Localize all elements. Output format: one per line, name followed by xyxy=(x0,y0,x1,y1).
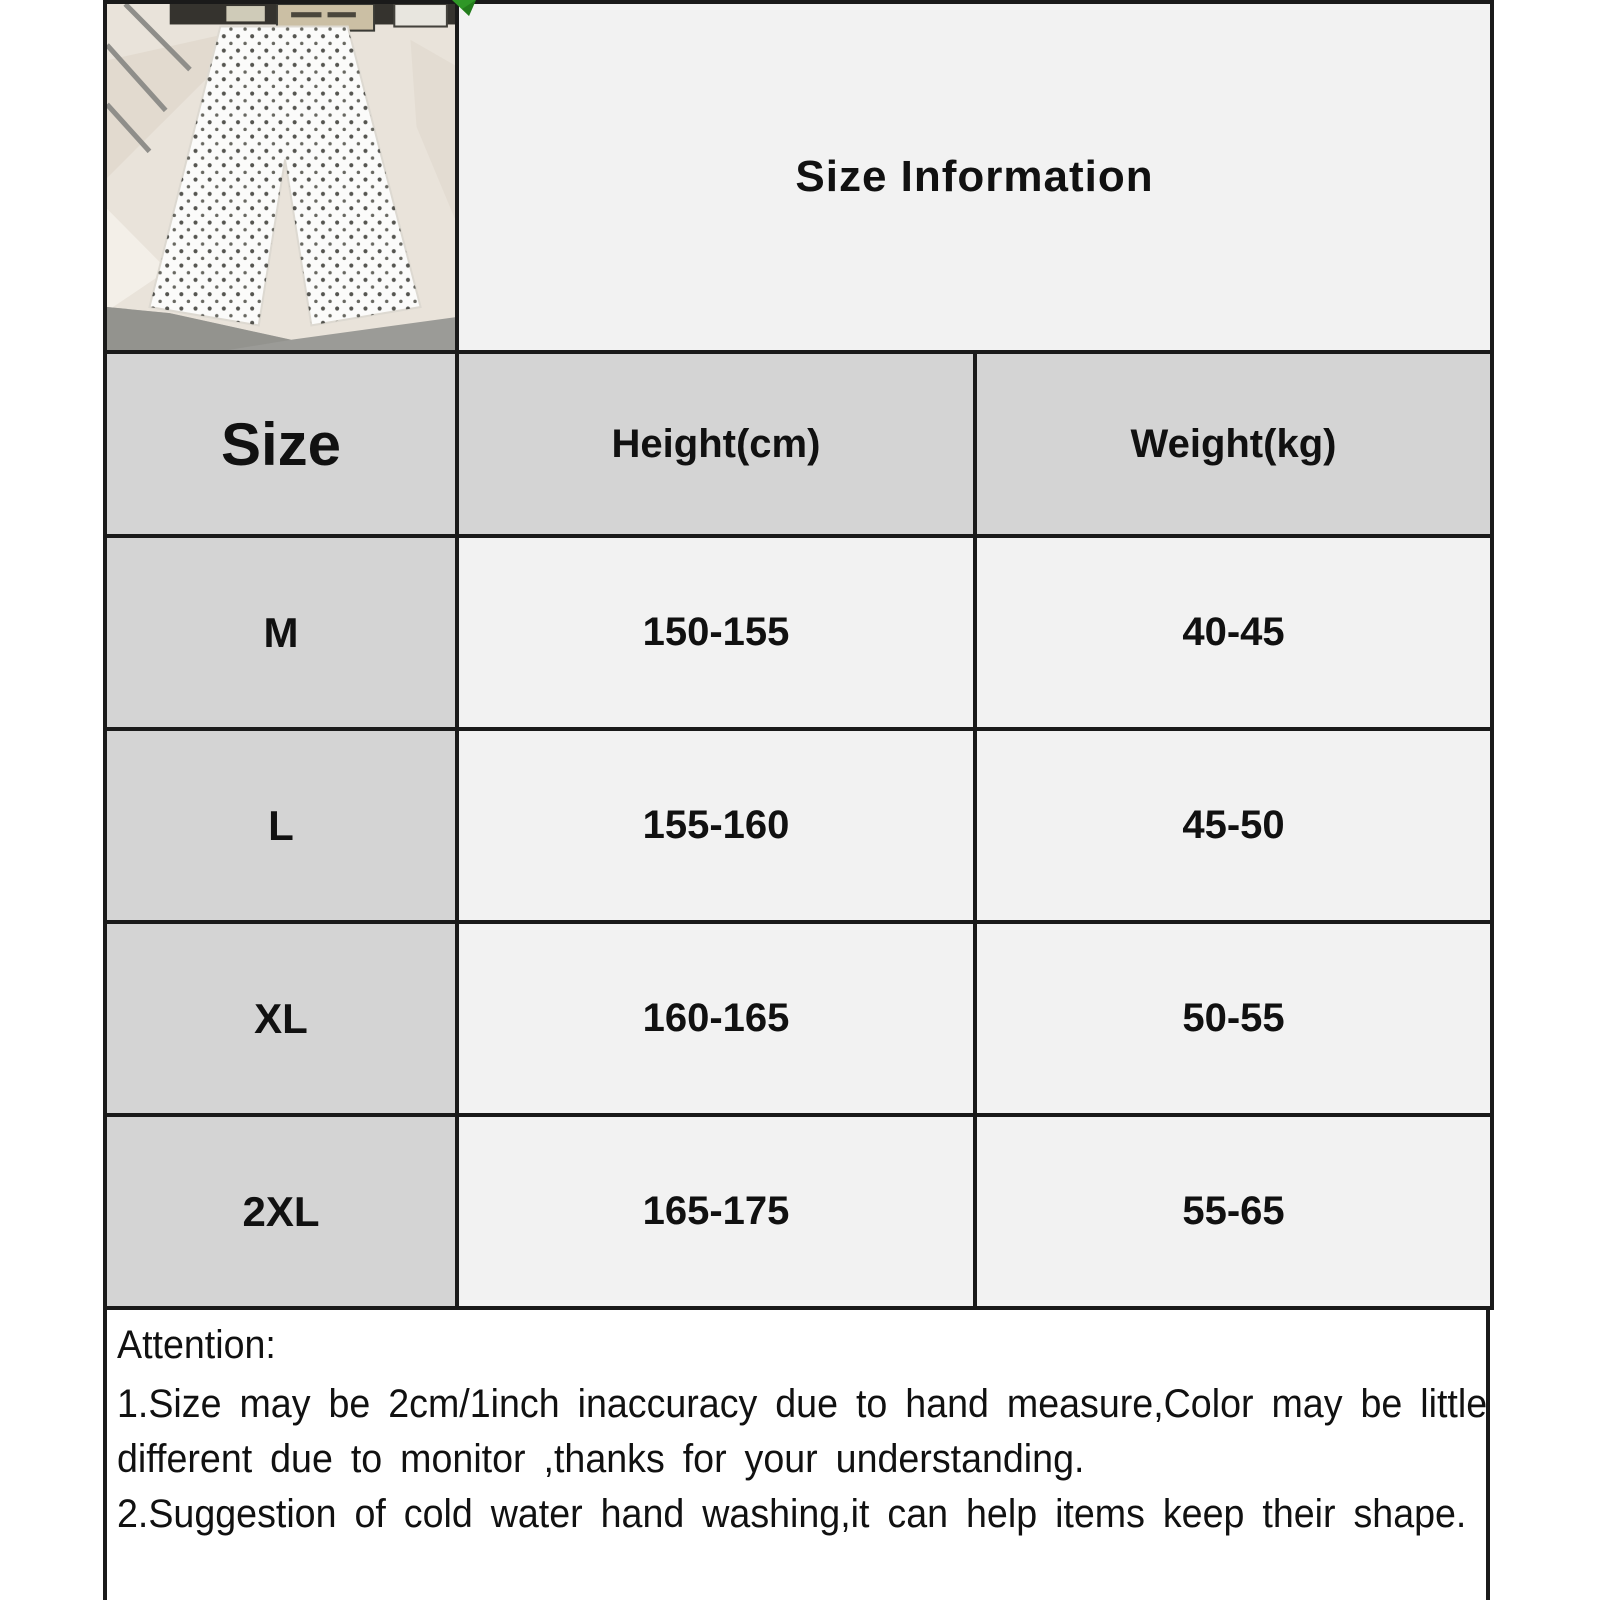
size-cell: M xyxy=(105,536,457,729)
product-photo-illustration xyxy=(107,4,455,350)
size-cell: XL xyxy=(105,922,457,1115)
weight-cell: 45-50 xyxy=(975,729,1492,922)
attention-line: 2.Suggestion of cold water hand washing,it can help items keep their shape. xyxy=(117,1492,1467,1536)
height-cell: 160-165 xyxy=(457,922,975,1115)
height-cell: 155-160 xyxy=(457,729,975,922)
col-header-size: Size xyxy=(105,352,457,536)
table-header-row xyxy=(105,352,1492,536)
green-corner-marker xyxy=(452,0,476,16)
attention-box xyxy=(103,1310,1490,1600)
attention-line: 1.Size may be 2cm/1inch inaccuracy due to hand measure,Color may be little xyxy=(117,1382,1488,1426)
attention-line: different due to monitor ,thanks for your understanding. xyxy=(117,1437,1085,1481)
weight-cell: 55-65 xyxy=(975,1115,1492,1308)
table-row-2xl xyxy=(105,1115,1492,1308)
size-cell: L xyxy=(105,729,457,922)
table-row-l xyxy=(105,729,1492,922)
table-row-top xyxy=(105,2,1492,352)
col-header-weight: Weight(kg) xyxy=(975,352,1492,536)
table-row-m xyxy=(105,536,1492,729)
size-table xyxy=(103,0,1494,1310)
col-header-height: Height(cm) xyxy=(457,352,975,536)
attention-heading: Attention: xyxy=(117,1323,276,1367)
page-title: Size Information xyxy=(795,152,1154,201)
height-cell: 165-175 xyxy=(457,1115,975,1308)
table-row-xl xyxy=(105,922,1492,1115)
size-chart-sheet xyxy=(103,0,1490,1600)
weight-cell: 40-45 xyxy=(975,536,1492,729)
weight-cell: 50-55 xyxy=(975,922,1492,1115)
title-cell xyxy=(457,2,1492,352)
height-cell: 150-155 xyxy=(457,536,975,729)
product-photo xyxy=(107,4,455,350)
size-cell: 2XL xyxy=(105,1115,457,1308)
product-photo-cell xyxy=(105,2,457,352)
